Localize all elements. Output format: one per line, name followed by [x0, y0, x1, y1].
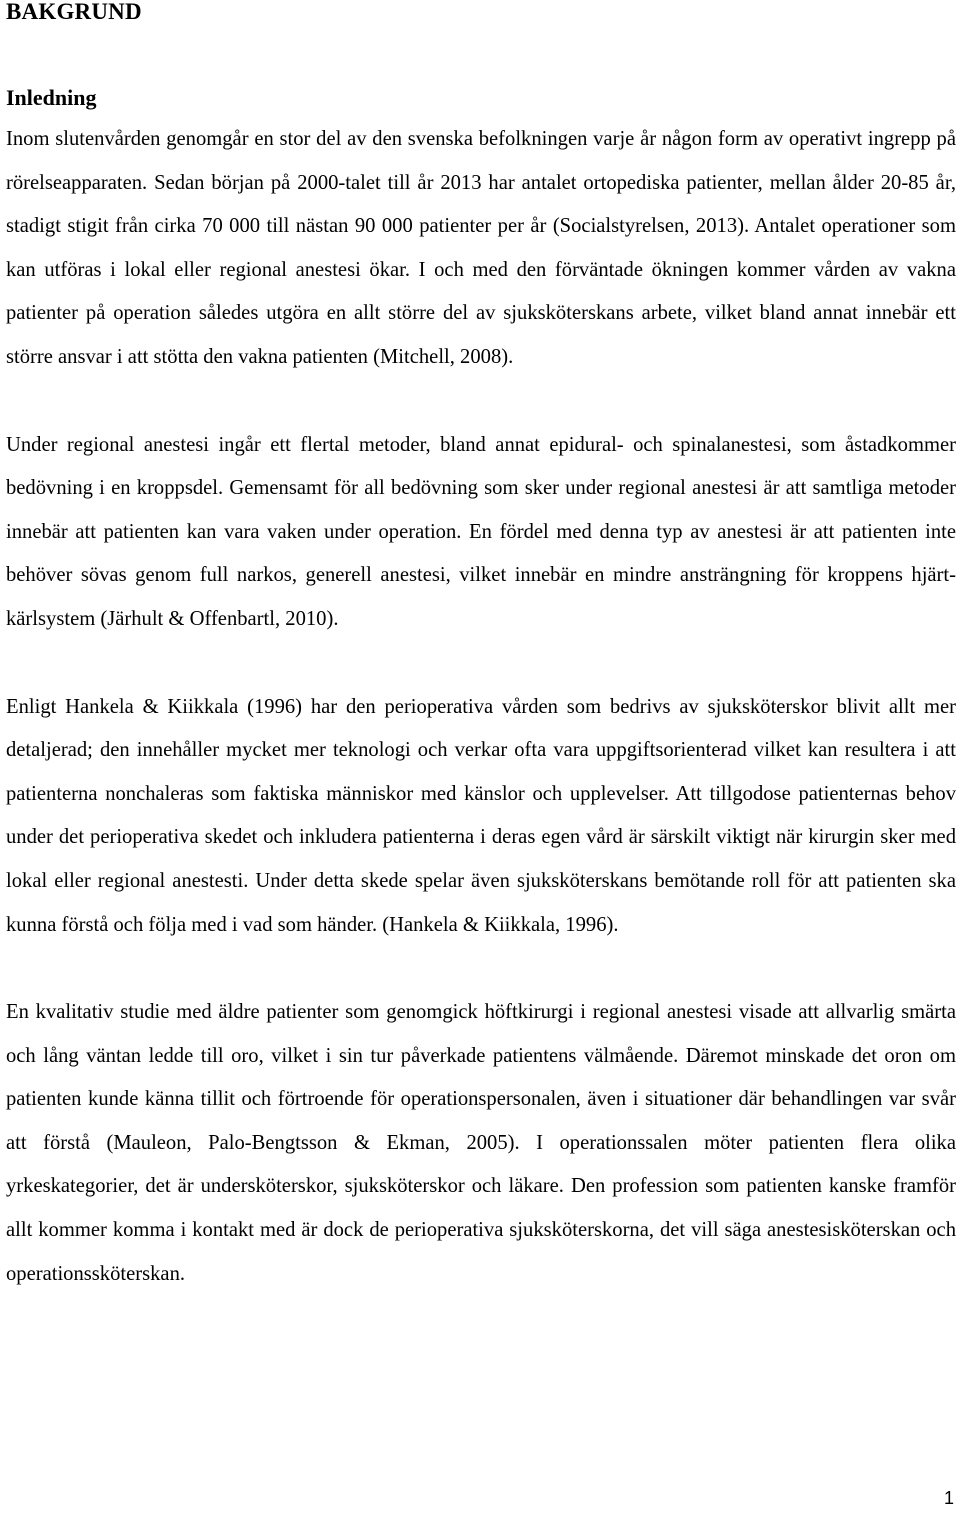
page-number: 1	[943, 1488, 954, 1508]
paragraph-3: Enligt Hankela & Kiikkala (1996) har den perioperativa vården som bedrivs av sjuksköterskor blivit allt mer detaljerad; den innehåller mycket mer teknologi och verkar ofta vara uppgiftsorienterad vilket kan resultera i att patienterna nonchaleras som faktiska människor med känslor och upplevelser. Att tillgodose patienternas behov under det perioperativa skedet och inkludera patienterna i deras egen vård är särskilt viktigt när kirurgin sker med lokal eller regional anestesti. Under detta skede spelar även sjuksköterskans bemötande roll för att patienten ska kunna förstå och följa med i vad som händer. (Hankela & Kiikkala, 1996).	[6, 695, 956, 936]
section-title: BAKGRUND	[6, 0, 142, 24]
paragraph-1: Inom slutenvården genomgår en stor del av den svenska befolkningen varje år någon form av operativt ingrepp på rörelseapparaten. Sedan början på 2000-talet till år 2013 har antalet ortopediska patienter, mellan ålder 20-85 år, stadigt stigit från cirka 70 000 till nästan 90 000 patienter per år (Socialstyrelsen, 2013). Antalet operationer som kan utföras i lokal eller regional anestesi ökar. I och med den förväntade ökningen kommer vården av vakna patienter på operation således utgöra en allt större del av sjuksköterskans arbete, vilket bland annat innebär ett större ansvar i att stötta den vakna patienten (Mitchell, 2008).	[6, 128, 956, 368]
document-page	[6, 0, 956, 1296]
paragraph-4: En kvalitativ studie med äldre patienter som genomgick höftkirurgi i regional anestesi visade att allvarlig smärta och lång väntan ledde till oro, vilket i sin tur påverkade patientens välmående. Däremot minskade det oron om patienten kunde känna tillit och förtroende för operationspersonalen, även i situationer där behandlingen var svår att förstå (Mauleon, Palo-Bengtsson & Ekman, 2005). I operationssalen möter patienten flera olika yrkeskategorier, det är undersköterskor, sjuksköterskor och läkare. Den profession som patienten kanske framför allt kommer komma i kontakt med är dock de perioperativa sjuksköterskorna, det vill säga anestesisköterskan och operationssköterskan.	[6, 1001, 956, 1285]
subsection-title: Inledning	[6, 85, 97, 110]
paragraph-2: Under regional anestesi ingår ett flertal metoder, bland annat epidural- och spinalanestesi, som åstadkommer bedövning i en kroppsdel. Gemensamt för all bedövning som sker under regional anestesi är att samtliga metoder innebär att patienten kan vara vaken under operation. En fördel med denna typ av anestesi är att patienten inte behöver sövas genom full narkos, generell anestesi, vilket innebär en mindre ansträngning för kroppens hjärt-kärlsystem (Järhult & Offenbartl, 2010).	[6, 433, 956, 630]
